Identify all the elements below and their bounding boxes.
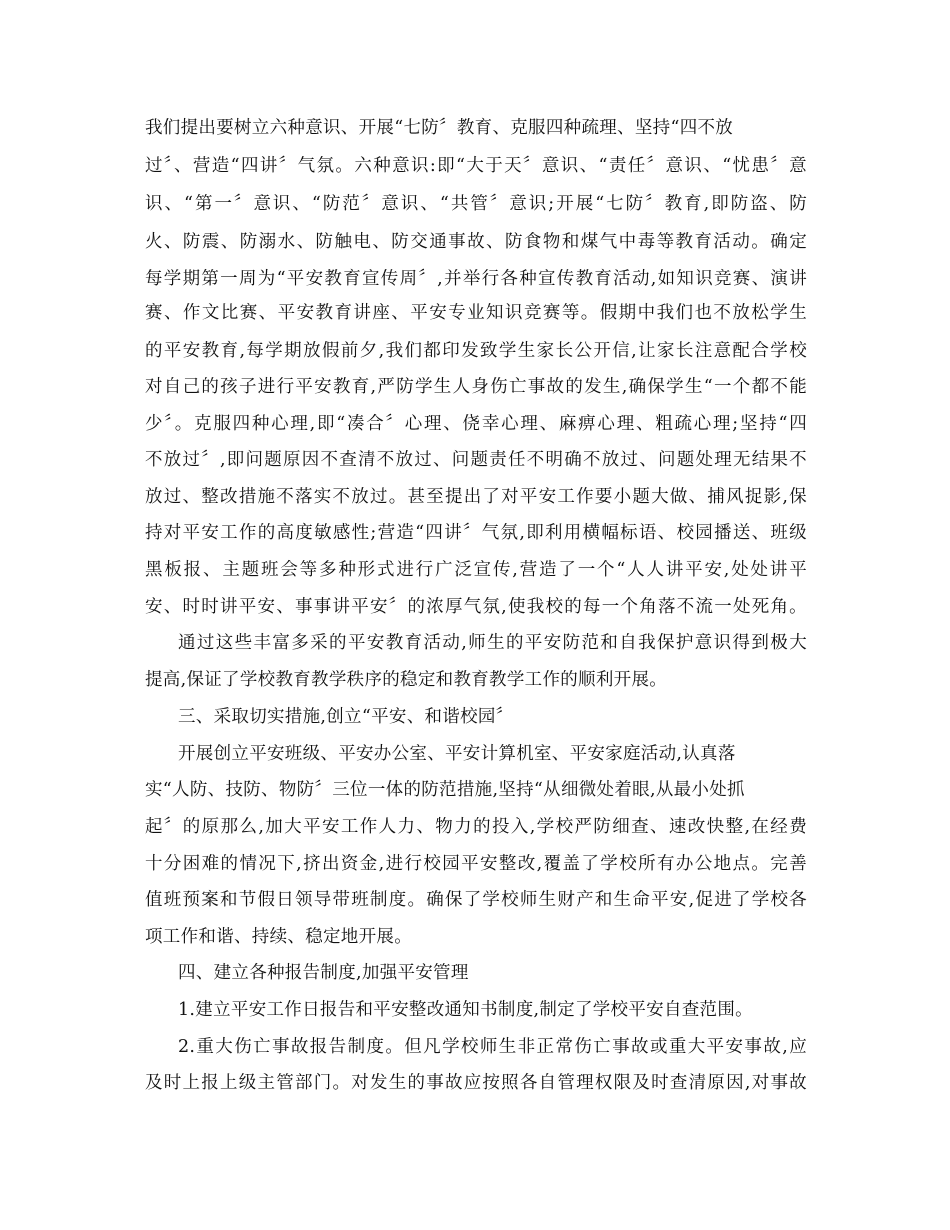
text-line: 赛、作文比赛、平安教育讲座、平安专业知识竞赛等。假期中我们也不放松学生 bbox=[145, 303, 807, 323]
text-line: 项工作和谐、持续、稳定地开展。 bbox=[145, 927, 412, 947]
text-line: 起〞的原那么,加大平安工作人力、物力的投入,学校严防细查、速改快整,在经费 bbox=[145, 817, 807, 837]
text-line: 的平安教育,每学期放假前夕,我们都印发致学生家长公开信,让家长注意配合学校 bbox=[145, 341, 807, 361]
text-line: 过〞、营造“四讲〞气氛。六种意识:即“大于天〞意识、“责任〞意识、“忧患〞意 bbox=[145, 156, 807, 176]
text-line: 及时上报上级主管部门。对发生的事故应按照各自管理权限及时查清原因,对事故 bbox=[145, 1073, 807, 1093]
text-line: 放过、整改措施不落实不放过。甚至提出了对平安工作要小题大做、捕风捉影,保 bbox=[145, 487, 807, 507]
section-heading: 四、建立各种报告制度,加强平安管理 bbox=[178, 963, 469, 983]
text-line: 实“人防、技防、物防〞三位一体的防范措施,坚持“从细微处着眼,从最小处抓 bbox=[145, 780, 745, 800]
text-line: 我们提出要树立六种意识、开展“七防〞教育、克服四种疏理、坚持“四不放 bbox=[145, 118, 734, 138]
text-line: 提高,保证了学校教育教学秩序的稳定和教育教学工作的顺利开展。 bbox=[145, 670, 668, 690]
text-line: 识、“第一〞意识、“防范〞意识、“共管〞意识;开展“七防〞教育,即防盗、防 bbox=[145, 194, 807, 214]
text-line: 开展创立平安班级、平安办公室、平安计算机室、平安家庭活动,认真落 bbox=[178, 744, 736, 764]
text-line: 安、时时讲平安、事事讲平安〞的浓厚气氛,使我校的每一个角落不流一处死角。 bbox=[145, 597, 807, 617]
section-heading: 三、采取切实措施,创立“平安、和谐校园〞 bbox=[178, 707, 514, 727]
text-line: 持对平安工作的高度敏感性;营造“四讲〞气氛,即利用横幅标语、校园播送、班级 bbox=[145, 523, 807, 543]
text-line: 黑板报、主题班会等多种形式进行广泛宣传,营造了一个“人人讲平安,处处讲平 bbox=[145, 560, 807, 580]
text-line: 通过这些丰富多采的平安教育活动,师生的平安防范和自我保护意识得到极大 bbox=[178, 633, 807, 653]
text-line: 每学期第一周为“平安教育宣传周〞,并举行各种宣传教育活动,如知识竞赛、演讲 bbox=[145, 269, 807, 289]
list-item: 1.建立平安工作日报告和平安整改通知书制度,制定了学校平安自查范围。 bbox=[178, 1000, 753, 1020]
text-line: 火、防震、防溺水、防触电、防交通事故、防食物和煤气中毒等教育活动。确定 bbox=[145, 232, 807, 252]
list-item: 2.重大伤亡事故报告制度。但凡学校师生非正常伤亡事故或重大平安事故,应 bbox=[178, 1037, 807, 1057]
text-line: 值班预案和节假日领导带班制度。确保了学校师生财产和生命平安,促进了学校各 bbox=[145, 890, 807, 910]
text-line: 不放过〞,即问题原因不查清不放过、问题责任不明确不放过、问题处理无结果不 bbox=[145, 450, 807, 470]
text-line: 十分困难的情况下,挤出资金,进行校园平安整改,覆盖了学校所有办公地点。完善 bbox=[145, 854, 807, 874]
text-line: 少〞。克服四种心理,即“凑合〞心理、侥幸心理、麻痹心理、粗疏心理;坚持“四 bbox=[145, 414, 807, 434]
text-line: 对自己的孩子进行平安教育,严防学生人身伤亡事故的发生,确保学生“一个都不能 bbox=[145, 377, 807, 397]
